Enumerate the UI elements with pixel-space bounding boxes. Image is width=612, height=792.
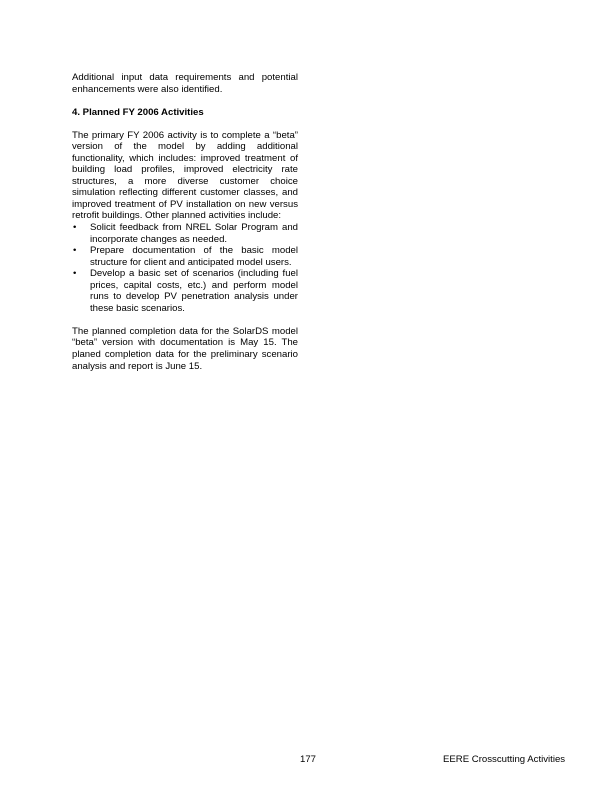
bullet-icon: • (73, 222, 77, 234)
footer-section-title: EERE Crosscutting Activities (443, 754, 566, 765)
paragraph-additional-requirements: Additional input data requirements and potential enhancements were also identified. (72, 72, 298, 95)
activity-bullet-list (72, 222, 298, 314)
text-column (72, 72, 298, 384)
page-number: 177 (300, 754, 317, 765)
bullet-item (72, 222, 298, 245)
paragraph-completion-dates: The planned completion data for the SolarDS model “beta” version with documentation is May 15. The planed completion data for the preliminary scenario analysis and report is June 15. (72, 325, 298, 372)
bullet-icon: • (73, 245, 77, 257)
bullet-item (72, 268, 298, 314)
bullet-icon: • (73, 268, 77, 280)
bullet-text: Prepare documentation of the basic model structure for client and anticipated model users. (90, 245, 298, 268)
section-heading: 4. Planned FY 2006 Activities (72, 106, 204, 118)
bullet-item (72, 245, 298, 268)
bullet-text: Solicit feedback from NREL Solar Program and incorporate changes as needed. (90, 222, 298, 245)
paragraph-primary-activity: The primary FY 2006 activity is to complete a “beta” version of the model by adding additional functionality, which includes: improved treatment of building load profiles, improved electricity rate structures, a more diverse customer choice simulation reflecting different customer classes, and improved treatment of PV installation on new versus retrofit buildings. Other planned activities include: (72, 129, 298, 222)
bullet-text: Develop a basic set of scenarios (including fuel prices, capital costs, etc.) and perform model runs to develop PV penetration analysis under these basic scenarios. (90, 268, 298, 314)
